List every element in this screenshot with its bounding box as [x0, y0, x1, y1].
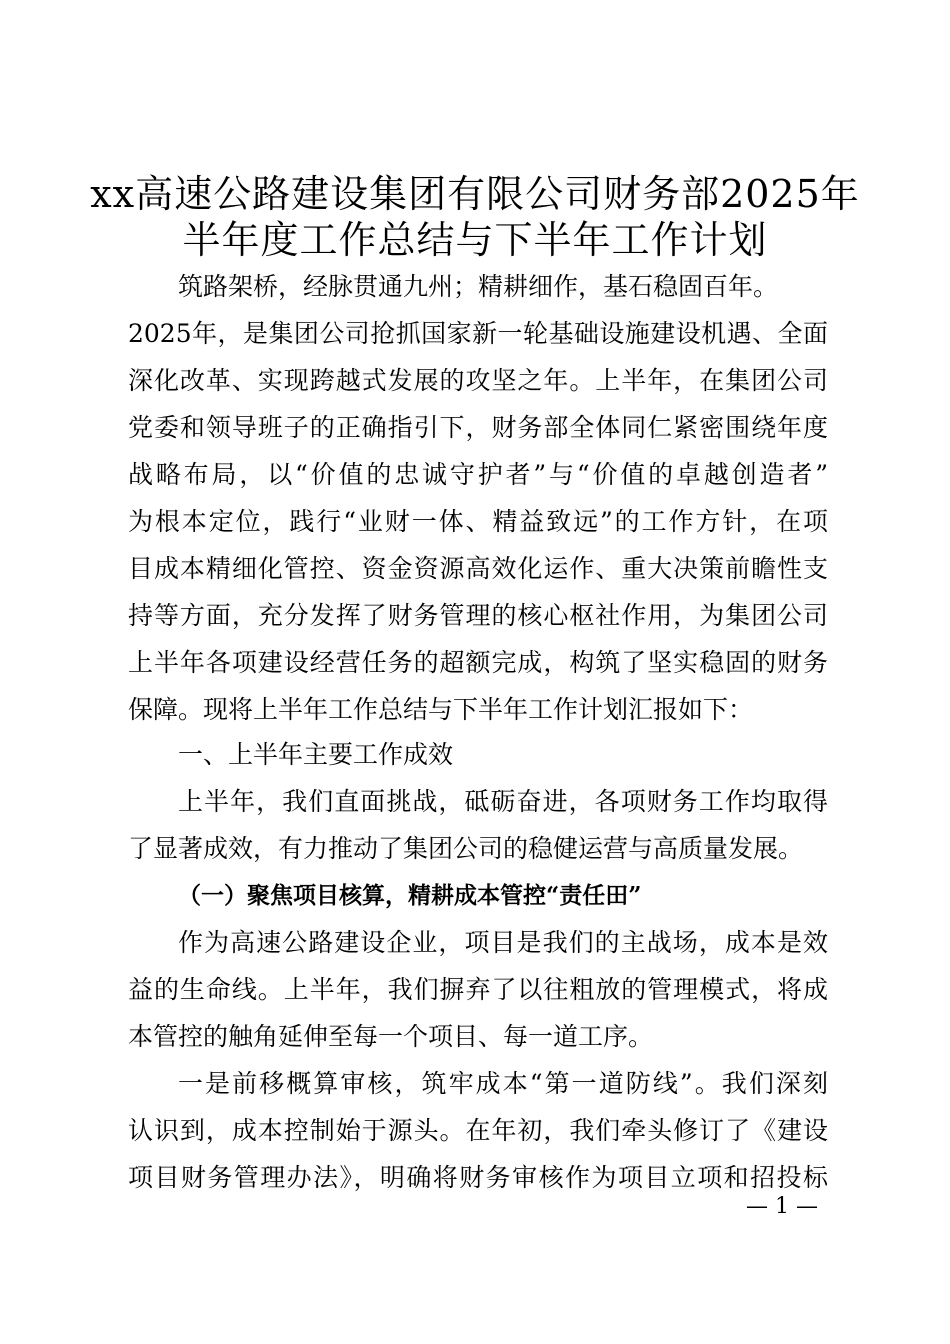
intro-line: 党委和领导班子的正确指引下，财务部全体同仁紧密围绕年度 — [128, 413, 828, 442]
point-line: 一是前移概算审核，筑牢成本“第一道防线”。我们深刻 — [178, 1069, 828, 1098]
intro-line: 为根本定位，践行“业财一体、精益致远”的工作方针，在项 — [128, 507, 828, 536]
subsection-line: 本管控的触角延伸至每一个项目、每一道工序。 — [128, 1022, 654, 1051]
intro-line: 战略布局，以“价值的忠诚守护者”与“价值的卓越创造者” — [128, 460, 828, 489]
section-heading: 一、上半年主要工作成效 — [178, 740, 454, 769]
intro-line: 上半年各项建设经营任务的超额完成，构筑了坚实稳固的财务 — [128, 648, 828, 677]
subsection-line: 作为高速公路建设企业，项目是我们的主战场，成本是效 — [178, 928, 828, 957]
subsection-line: 益的生命线。上半年，我们摒弃了以往粗放的管理模式，将成 — [128, 975, 828, 1004]
intro-line: 2025年，是集团公司抢抓国家新一轮基础设施建设机遇、全面 — [128, 319, 828, 348]
document-title-line-1: xx高速公路建设集团有限公司财务部2025年 — [90, 172, 860, 216]
document-title-line-2: 半年度工作总结与下半年工作计划 — [182, 218, 768, 262]
intro-line: 保障。现将上半年工作总结与下半年工作计划汇报如下： — [128, 695, 754, 724]
point-line: 项目财务管理办法》，明确将财务审核作为项目立项和招投标 — [128, 1163, 828, 1192]
section-line: 了显著成效，有力推动了集团公司的稳健运营与高质量发展。 — [128, 834, 804, 863]
intro-line: 筑路架桥，经脉贯通九州；精耕细作，基石稳固百年。 — [178, 272, 779, 301]
subsection-heading: （一）聚焦项目核算，精耕成本管控“责任田” — [178, 882, 642, 909]
page-number: — 1 — — [746, 1194, 818, 1219]
section-line: 上半年，我们直面挑战，砥砺奋进，各项财务工作均取得 — [178, 787, 828, 816]
point-line: 认识到，成本控制始于源头。在年初，我们牵头修订了《建设 — [128, 1116, 828, 1145]
intro-line: 深化改革、实现跨越式发展的攻坚之年。上半年，在集团公司 — [128, 366, 828, 395]
intro-line: 目成本精细化管控、资金资源高效化运作、重大决策前瞻性支 — [128, 554, 828, 583]
intro-line: 持等方面，充分发挥了财务管理的核心枢社作用，为集团公司 — [128, 601, 828, 630]
